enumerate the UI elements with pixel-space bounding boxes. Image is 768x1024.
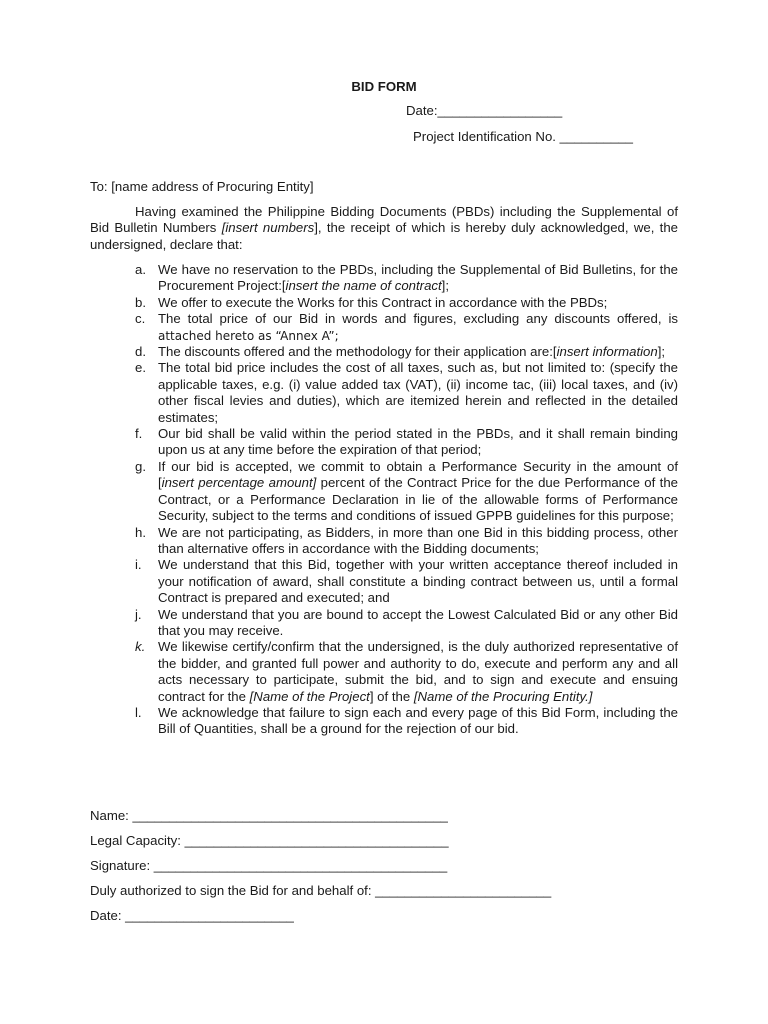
declaration-item-f [90, 426, 678, 459]
project-id-label: Project Identification No. [413, 129, 556, 144]
item-italic: insert percentage amount] [161, 475, 317, 491]
declaration-list [90, 262, 678, 738]
declaration-item-d [90, 344, 678, 360]
declaration-item-i [90, 557, 678, 606]
item-text: The total price of our Bid in words and figures, excluding any discounts offered, is [158, 311, 678, 327]
date-blank: _________________ [437, 103, 563, 118]
date-label: Date: [406, 103, 438, 118]
declaration-item-c [90, 311, 678, 344]
item-text: We understand that this Bid, together with your written acceptance thereof included in your notification of award, shall constitute a binding contract between us, until a formal Contract is prepared and executed; and [158, 557, 678, 606]
item-italic: insert the name of contract [285, 278, 442, 294]
item-text: We offer to execute the Works for this Contract in accordance with the PBDs; [158, 294, 608, 310]
declaration-item-l [90, 705, 678, 738]
item-text: Our bid shall be valid within the period stated in the PBDs, and it shall remain binding upon us at any time before the expiration of that period; [158, 426, 678, 458]
declaration-item-k [90, 639, 678, 705]
item-italic: insert information [556, 344, 658, 360]
legal-capacity-field: Legal Capacity: ____________________________________ [90, 833, 449, 848]
name-field: Name: ___________________________________________ [90, 808, 448, 823]
intro-text-1: Having examined the Philippine Bidding Documents (PBDs) including the Supplemental of Bid Bulletin Numbers [90, 204, 678, 236]
declaration-item-b [90, 295, 678, 311]
item-text: The total bid price includes the cost of all taxes, such as, but not limited to: (specify the applicable taxes, e.g. (i) value added tax (VAT), (ii) income tac, (iii) local taxes, and (iv) other fiscal levies and duties), which are itemized herein and reflected in the detailed estimates; [158, 360, 678, 425]
intro-text-2: ], the receipt of which is hereby duly acknowledged, we, the undersigned, declare that: [90, 220, 678, 252]
item-letter: e. [135, 360, 146, 376]
item-letter: g. [135, 458, 146, 474]
item-letter: i. [135, 557, 142, 573]
item-letter: h. [135, 524, 146, 540]
item-letter: f. [135, 426, 143, 442]
signature-block [90, 806, 690, 931]
item-letter: b. [135, 294, 146, 310]
date-field: Date: _______________________ [90, 908, 294, 923]
signature-field: Signature: ________________________________________ [90, 858, 448, 873]
declaration-item-j [90, 607, 678, 640]
intro-italic: [insert numbers [221, 220, 315, 236]
item-text-end: ]; [657, 344, 666, 360]
item-text: We acknowledge that failure to sign each and every page of this Bid Form, including the Bill of Quantities, shall be a ground for the rejection of our bid. [158, 704, 678, 737]
project-id-line [413, 129, 633, 144]
item-letter: j. [135, 606, 142, 622]
item-text: We likewise certify/confirm that the undersigned, is the duly authorized representative of the bidder, and granted full power and authority to do, execute and perform any and all acts necessary to participate, submit the bid, and to sign and execute and ensuing contract for the [158, 639, 678, 704]
document-title: BID FORM [351, 79, 417, 94]
intro-paragraph [90, 204, 678, 253]
date-line [406, 103, 562, 118]
item-text: We understand that you are bound to accept the Lowest Calculated Bid or any other Bid that you may receive. [158, 606, 678, 638]
item-text-mid: ] of the [369, 688, 414, 704]
item-text: If our bid is accepted, we commit to obtain a Performance Security in the amount of [ [158, 458, 678, 491]
addressee-line: To: [name address of Procuring Entity] [90, 179, 314, 194]
authorized-field: Duly authorized to sign the Bid for and behalf of: ________________________ [90, 883, 552, 898]
item-text-annex: attached hereto as “Annex A”; [158, 328, 339, 343]
declaration-item-g [90, 459, 678, 525]
item-italic: [Name of the Project [249, 688, 370, 704]
declaration-item-h [90, 525, 678, 558]
item-letter: d. [135, 344, 146, 360]
item-text: We have no reservation to the PBDs, including the Supplemental of Bid Bulletins, for the Procurement Project:[ [158, 262, 678, 294]
item-text: The discounts offered and the methodology for their application are:[ [158, 344, 557, 360]
declaration-item-a [90, 262, 678, 295]
item-letter: k. [135, 639, 146, 655]
item-text: We are not participating, as Bidders, in more than one Bid in this bidding process, other than alternative offers in accordance with the Bidding documents; [158, 524, 678, 556]
item-italic-2: [Name of the Procuring Entity.] [413, 688, 593, 704]
item-letter: a. [135, 262, 146, 277]
item-text-end: percent of the Contract Price for the due Performance of the Contract, or a Performance Declaration in lie of the allowable forms of Performance Security, subject to the terms and conditions of issued GPPB guidelines for this purpose; [158, 475, 678, 524]
declaration-item-e [90, 360, 678, 426]
item-text-end: ]; [441, 278, 449, 294]
project-id-blank: __________ [559, 129, 633, 144]
item-letter: c. [135, 311, 146, 327]
item-letter: l. [135, 704, 142, 720]
